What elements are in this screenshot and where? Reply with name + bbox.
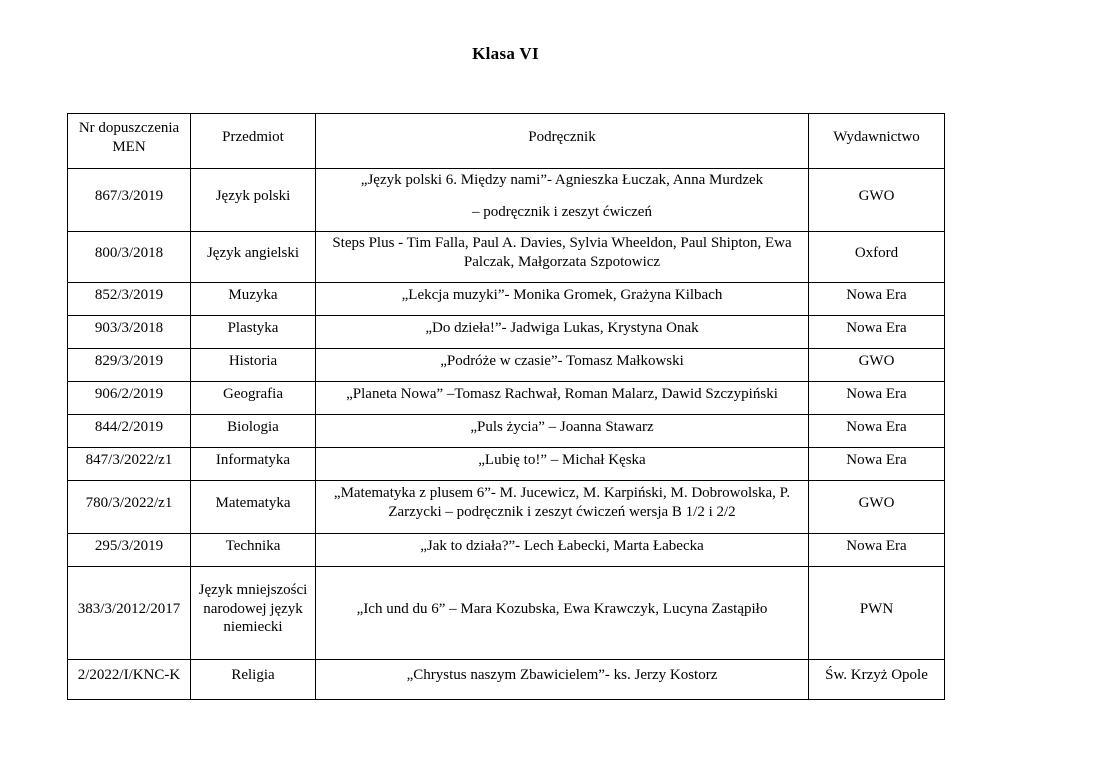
cell-publisher: GWO	[809, 348, 945, 381]
cell-publisher: GWO	[809, 169, 945, 232]
table-row	[68, 447, 945, 480]
cell-textbook: „Lubię to!” – Michał Kęska	[316, 447, 809, 480]
textbook-note: – podręcznik i zeszyt ćwiczeń	[472, 203, 652, 220]
cell-textbook: „Lekcja muzyki”- Monika Gromek, Grażyna Kilbach	[316, 282, 809, 315]
cell-subject: Geografia	[191, 381, 316, 414]
cell-textbook: „Puls życia” – Joanna Stawarz	[316, 414, 809, 447]
table-row	[68, 315, 945, 348]
table-row	[68, 282, 945, 315]
cell-men-number: 800/3/2018	[68, 231, 191, 282]
cell-men-number: 903/3/2018	[68, 315, 191, 348]
cell-subject: Język mniejszości narodowej język niemiecki	[191, 566, 316, 659]
cell-textbook: „Podróże w czasie”- Tomasz Małkowski	[316, 348, 809, 381]
cell-textbook: „Matematyka z plusem 6”- M. Jucewicz, M. Karpiński, M. Dobrowolska, P. Zarzycki – podręcznik i zeszyt ćwiczeń wersja B 1/2 i 2/2	[316, 480, 809, 533]
cell-subject: Informatyka	[191, 447, 316, 480]
textbook-title: „Język polski 6. Między nami”- Agnieszka Łuczak, Anna Murdzek	[360, 172, 764, 188]
cell-publisher: Nowa Era	[809, 381, 945, 414]
cell-men-number: 295/3/2019	[68, 533, 191, 566]
cell-publisher: Nowa Era	[809, 315, 945, 348]
textbook-table	[67, 113, 945, 700]
table-row	[68, 414, 945, 447]
cell-subject: Technika	[191, 533, 316, 566]
cell-subject: Język polski	[191, 169, 316, 232]
cell-men-number: 852/3/2019	[68, 282, 191, 315]
cell-publisher: Nowa Era	[809, 282, 945, 315]
page-title: Klasa VI	[472, 44, 539, 63]
table-row	[68, 659, 945, 699]
cell-textbook	[316, 169, 809, 232]
table-row	[68, 231, 945, 282]
cell-men-number: 2/2022/I/KNC-K	[68, 659, 191, 699]
cell-men-number: 847/3/2022/z1	[68, 447, 191, 480]
cell-men-number: 867/3/2019	[68, 169, 191, 232]
cell-men-number: 906/2/2019	[68, 381, 191, 414]
table-row	[68, 348, 945, 381]
cell-men-number: 780/3/2022/z1	[68, 480, 191, 533]
table-row	[68, 480, 945, 533]
cell-publisher: PWN	[809, 566, 945, 659]
table-row	[68, 169, 945, 232]
cell-textbook: „Chrystus naszym Zbawicielem”- ks. Jerzy Kostorz	[316, 659, 809, 699]
cell-subject: Plastyka	[191, 315, 316, 348]
cell-publisher: GWO	[809, 480, 945, 533]
cell-publisher: Św. Krzyż Opole	[809, 659, 945, 699]
cell-textbook: „Jak to działa?”- Lech Łabecki, Marta Łabecka	[316, 533, 809, 566]
cell-subject: Historia	[191, 348, 316, 381]
header-men-number: Nr dopuszczenia MEN	[68, 114, 191, 169]
table-row	[68, 533, 945, 566]
cell-textbook: „Ich und du 6” – Mara Kozubska, Ewa Krawczyk, Lucyna Zastąpiło	[316, 566, 809, 659]
cell-publisher: Nowa Era	[809, 447, 945, 480]
header-textbook: Podręcznik	[316, 114, 809, 169]
cell-men-number: 383/3/2012/2017	[68, 566, 191, 659]
table-row	[68, 566, 945, 659]
table-header-row	[68, 114, 945, 169]
cell-men-number: 829/3/2019	[68, 348, 191, 381]
table-row	[68, 381, 945, 414]
cell-publisher: Nowa Era	[809, 414, 945, 447]
cell-subject: Religia	[191, 659, 316, 699]
cell-subject: Muzyka	[191, 282, 316, 315]
cell-subject: Matematyka	[191, 480, 316, 533]
header-publisher: Wydawnictwo	[809, 114, 945, 169]
header-subject: Przedmiot	[191, 114, 316, 169]
cell-subject: Biologia	[191, 414, 316, 447]
cell-textbook: „Do dzieła!”- Jadwiga Lukas, Krystyna Onak	[316, 315, 809, 348]
cell-men-number: 844/2/2019	[68, 414, 191, 447]
cell-subject: Język angielski	[191, 231, 316, 282]
cell-textbook: Steps Plus - Tim Falla, Paul A. Davies, Sylvia Wheeldon, Paul Shipton, Ewa Palczak, Małgorzata Szpotowicz	[316, 231, 809, 282]
cell-publisher: Nowa Era	[809, 533, 945, 566]
cell-textbook: „Planeta Nowa” –Tomasz Rachwał, Roman Malarz, Dawid Szczypiński	[316, 381, 809, 414]
cell-publisher: Oxford	[809, 231, 945, 282]
